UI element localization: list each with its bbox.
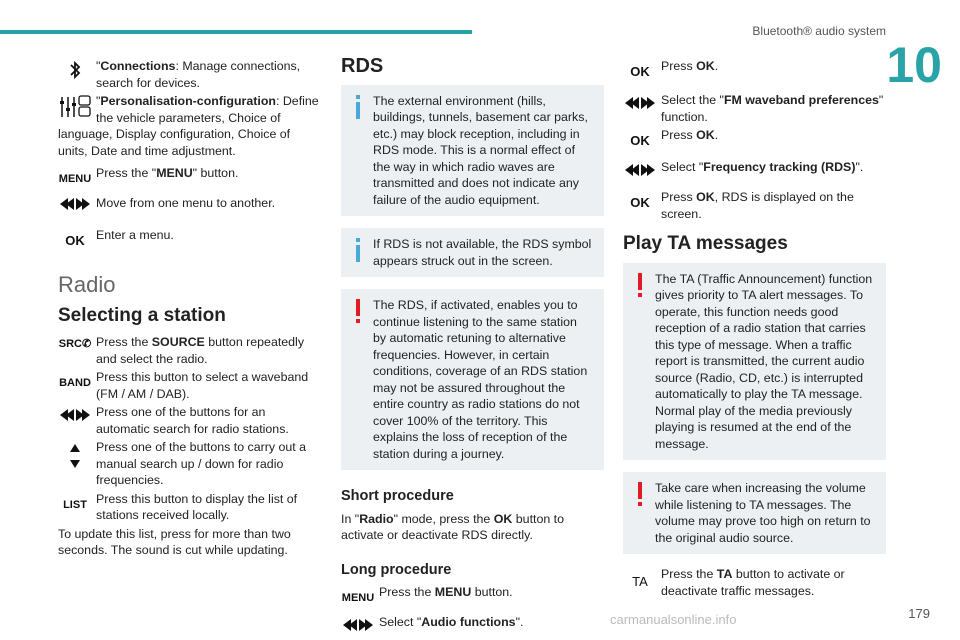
connections-text: : Manage connections, search for devices. — [96, 59, 301, 90]
warning-note-volume — [623, 472, 886, 554]
ok1-pre: Press — [661, 59, 697, 73]
left-right-arrows-icon — [58, 197, 92, 211]
info-icon — [353, 95, 363, 124]
band-item — [58, 369, 320, 402]
source-text-post: button repeatedly and select the radio. — [96, 335, 305, 366]
long-menu-pre: Press the — [379, 585, 435, 599]
enter-item — [58, 227, 320, 247]
info-note-reception — [341, 85, 604, 217]
menu-text-pre: Press the " — [96, 166, 157, 180]
manual-search-text: Press one of the buttons to carry out a manual search up / down for radio frequencies. — [96, 440, 307, 487]
column-2 — [341, 55, 604, 640]
long-menu-bold: MENU — [434, 585, 472, 599]
short-pre: In " — [341, 511, 360, 526]
menu-text-post: " button. — [192, 166, 239, 180]
ok-button-icon: OK — [630, 195, 650, 210]
chapter-number: 10 — [886, 37, 942, 93]
menu-button-icon: MENU — [58, 173, 92, 185]
menu-item — [58, 165, 320, 185]
ok3-post: , RDS is displayed on the screen. — [661, 190, 854, 221]
short-post: button to activate or deactivate RDS directly. — [341, 511, 565, 542]
short-mid: " mode, press the — [393, 511, 494, 526]
fm-post: " function. — [661, 93, 884, 124]
warning-note-rds — [341, 289, 604, 470]
info-note-rds-symbol — [341, 228, 604, 277]
rds-heading: RDS — [341, 55, 384, 77]
warning-note-rds-text: The RDS, if activated, enables you to continue listening to the same station by automatic retuning to alternative frequencies. However, in certain conditions, coverage of an RDS station may not be assured throughout the entire country as radio stations do not cover 100% of the territory. This explains the loss of reception of the station during a journey. — [373, 298, 588, 461]
source-text-pre: Press the — [96, 335, 152, 349]
move-text: Move from one menu to another. — [96, 196, 276, 210]
warning-note-ta — [623, 263, 886, 461]
ok1-post: . — [714, 59, 719, 73]
source-phone-icon: SRC✆ — [58, 338, 92, 350]
move-item — [58, 195, 320, 215]
ok2-bold: OK — [696, 128, 715, 142]
source-text-bold: SOURCE — [151, 335, 205, 349]
column-1 — [58, 58, 320, 565]
manual-search-item — [58, 439, 320, 489]
header-title: Bluetooth® audio system — [752, 24, 886, 38]
ok-step-2 — [623, 127, 886, 153]
short-procedure-heading: Short procedure — [341, 488, 454, 504]
menu-text-bold: MENU — [156, 166, 193, 180]
ok-button-icon: OK — [65, 233, 85, 248]
settings-sliders-icon — [58, 93, 92, 119]
ok2-post: . — [714, 128, 719, 142]
column-3 — [623, 58, 886, 605]
warning-exclamation-icon — [635, 273, 645, 302]
ok-button-icon: OK — [630, 64, 650, 79]
personalisation-text-a: : Define the vehicle parameters, Choice of — [96, 94, 319, 125]
fm-preferences-item — [623, 92, 886, 125]
ta-button-icon: TA — [632, 574, 648, 589]
audio-functions-item — [341, 614, 604, 634]
audio-bold: Audio functions — [421, 615, 516, 629]
warning-note-ta-text: The TA (Traffic Announcement) function gives priority to TA alert messages. To operate, this function needs good reception of a radio station that carries this type of message. When a traffic report is transmitted, the current audio source (Radio, CD, etc.) is interrupted automatically to play the TA message. Normal play of the media previously playing is resumed at the end of the message. — [655, 271, 873, 451]
ta-pre: Press the — [661, 567, 717, 581]
list-button-icon: LIST — [63, 498, 87, 511]
warning-note-volume-text: Take care when increasing the volume while listening to TA messages. The volume may prove too high on return to the original audio source. — [655, 481, 871, 545]
left-right-arrows-icon — [623, 96, 657, 110]
ok3-pre: Press — [661, 190, 697, 204]
ta-bold: TA — [716, 567, 733, 581]
up-down-arrows-icon — [58, 443, 92, 469]
long-menu-item — [341, 584, 604, 604]
personalisation-text-b: language, Display configuration, Choice of units, Date and time adjustment. — [58, 127, 291, 158]
source-item — [58, 334, 320, 367]
ok1-bold: OK — [696, 59, 715, 73]
page-number: 179 — [908, 606, 930, 621]
ta-button-item — [623, 566, 886, 599]
selecting-station-heading: Selecting a station — [58, 304, 226, 326]
freq-pre: Select " — [661, 160, 704, 174]
ok-step-3 — [623, 189, 886, 222]
ok3-bold: OK — [696, 190, 715, 204]
ta-post: button to activate or deactivate traffic messages. — [661, 567, 845, 598]
short-procedure-text — [341, 511, 604, 544]
bluetooth-icon — [58, 60, 92, 80]
left-right-arrows-icon — [58, 408, 92, 422]
auto-search-item — [58, 404, 320, 437]
connections-item: "Connections: Manage connections, search for devices. — [58, 58, 320, 91]
connections-label: Connections — [100, 59, 176, 73]
freq-post: ". — [855, 160, 864, 174]
long-procedure-heading: Long procedure — [341, 561, 452, 578]
short-bold-ok: OK — [493, 511, 513, 526]
band-text: Press this button to select a waveband (FM / AM / DAB). — [96, 370, 309, 401]
freq-bold: Frequency tracking (RDS) — [703, 160, 856, 174]
info-note-rds-symbol-text: If RDS is not available, the RDS symbol appears struck out in the screen. — [373, 237, 592, 268]
menu-button-icon: MENU — [341, 592, 375, 604]
short-bold-radio: Radio — [359, 511, 394, 526]
auto-search-text: Press one of the buttons for an automatic search for radio stations. — [96, 405, 289, 436]
audio-pre: Select " — [379, 615, 422, 629]
ok2-pre: Press — [661, 128, 697, 142]
list-text: Press this button to display the list of stations received locally. — [96, 491, 298, 522]
personalisation-label: Personalisation-configuration — [100, 94, 276, 108]
warning-exclamation-icon — [353, 299, 363, 328]
ok-button-icon: OK — [630, 133, 650, 148]
source-icon-label: SRC — [58, 338, 82, 350]
frequency-tracking-item — [623, 159, 886, 183]
fm-pre: Select the " — [661, 93, 724, 107]
info-icon — [353, 238, 363, 267]
personalisation-item: "Personalisation-configuration: Define the vehicle parameters, Choice of language, Display configuration, Choice of units, Date and time adjustment. — [58, 94, 319, 158]
list-item — [58, 491, 320, 524]
watermark: carmanualsonline.info — [610, 612, 737, 627]
info-note-reception-text: The external environment (hills, buildings, tunnels, basement car parks, etc.) may block reception, including in RDS mode. This is a normal effect of the way in which radio waves are transmitted and does not indicate any failure of the audio equipment. — [373, 93, 588, 207]
radio-heading: Radio — [58, 272, 116, 297]
ok-step-1 — [623, 58, 886, 86]
left-right-arrows-icon — [341, 618, 375, 632]
fm-bold: FM waveband preferences — [723, 93, 879, 107]
left-right-arrows-icon — [623, 163, 657, 177]
band-button-icon: BAND — [59, 377, 91, 389]
long-menu-post: button. — [471, 585, 513, 599]
update-text: To update this list, press for more than two seconds. The sound is cut while updating. — [58, 526, 291, 557]
header-accent-bar — [0, 30, 472, 34]
ta-heading: Play TA messages — [623, 233, 788, 254]
audio-post: ". — [515, 615, 524, 629]
warning-exclamation-icon — [635, 482, 645, 511]
enter-text: Enter a menu. — [96, 228, 174, 242]
